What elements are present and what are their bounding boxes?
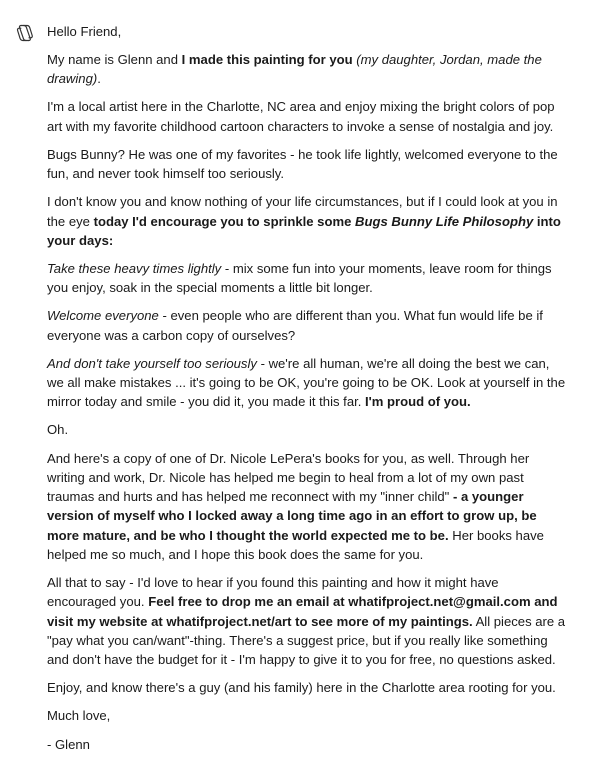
text: today I'd encourage you to sprinkle some — [93, 213, 356, 229]
paragraph-encourage — [47, 192, 567, 250]
emphasis: Feel free to drop me an email at whatifproject.net@gmail.com and visit my website at whatifproject.net/art to see more of my paintings. — [47, 594, 558, 629]
paragraph-intro — [47, 50, 567, 89]
emphasis: Take these heavy times lightly — [47, 260, 222, 276]
paragraph-enjoy: Enjoy, and know there's a guy (and his family) here in the Charlotte area rooting for you. — [47, 680, 556, 696]
text: I don't know you and know nothing of your life circumstances, but if I could look at you in the eye — [47, 194, 558, 229]
paragraph-contact — [47, 573, 567, 669]
greeting: Hello Friend, — [47, 24, 122, 39]
emphasis — [47, 214, 561, 248]
assistant-logo-icon — [15, 23, 35, 43]
text: into your days: — [47, 213, 561, 248]
emphasis: I made this painting for you — [181, 52, 353, 68]
text: All that to say - I'd love to hear if you found this painting and how it might have encouraged you. — [47, 575, 499, 610]
text: All pieces are a "pay what you can/want"-thing. There's a suggest price, but if you really like something and don't have the budget for it - I'm happy to give it to you for free, no questions asked. — [47, 613, 566, 668]
paragraph-welcome — [47, 306, 567, 345]
emphasis: Bugs Bunny Life Philosophy — [355, 213, 534, 229]
closing: Much love, — [47, 708, 111, 724]
text: . — [97, 71, 101, 87]
paragraph-book — [47, 449, 567, 565]
emphasis: (my daughter, Jordan, made the drawing) — [47, 52, 542, 87]
text: - even people who are different than you. What fun would life be if everyone was a carbon copy of ourselves? — [47, 308, 543, 343]
paragraph-lightly — [47, 259, 567, 298]
emphasis: I'm proud of you. — [365, 394, 471, 410]
signature: - Glenn — [47, 736, 90, 752]
paragraph-seriously — [47, 354, 567, 412]
paragraph-oh: Oh. — [47, 422, 69, 438]
text: Her books have helped me so much, and I hope this book does the same for you. — [47, 527, 544, 562]
paragraph-bugs-bunny: Bugs Bunny? He was one of my favorites - he took life lightly, welcomed everyone to the fun, and never took himself too seriously. — [47, 146, 558, 182]
emphasis: - a younger version of myself who I locked away a long time ago in an effort to grow up, be more mature, and be who I thought the world expected me to be. — [47, 489, 537, 543]
emphasis: And don't take yourself too seriously — [47, 355, 257, 371]
text: My name is Glenn and — [47, 52, 182, 68]
emphasis: Welcome everyone — [47, 308, 159, 324]
message-body — [47, 22, 567, 763]
paragraph-artist: I'm a local artist here in the Charlotte, NC area and enjoy mixing the bright colors of pop art with my favorite childhood cartoon characters to invoke a sense of nostalgia and joy. — [47, 99, 555, 134]
text: - mix some fun into your moments, leave room for things you enjoy, soak in the special moments a little bit longer. — [47, 260, 552, 296]
text: And here's a copy of one of Dr. Nicole LePera's books for you, as well. Through her writing and work, Dr. Nicole has helped me begin to heal from a lot of my own past traumas and hurts and has helped me reconnect with my "inner child" — [47, 450, 530, 505]
text: - we're all human, we're all doing the best we can, we all make mistakes ... it's going to be OK, you're going to be OK. Look at yourself in the mirror today and smile - you did it, you made it this far. — [47, 355, 566, 410]
